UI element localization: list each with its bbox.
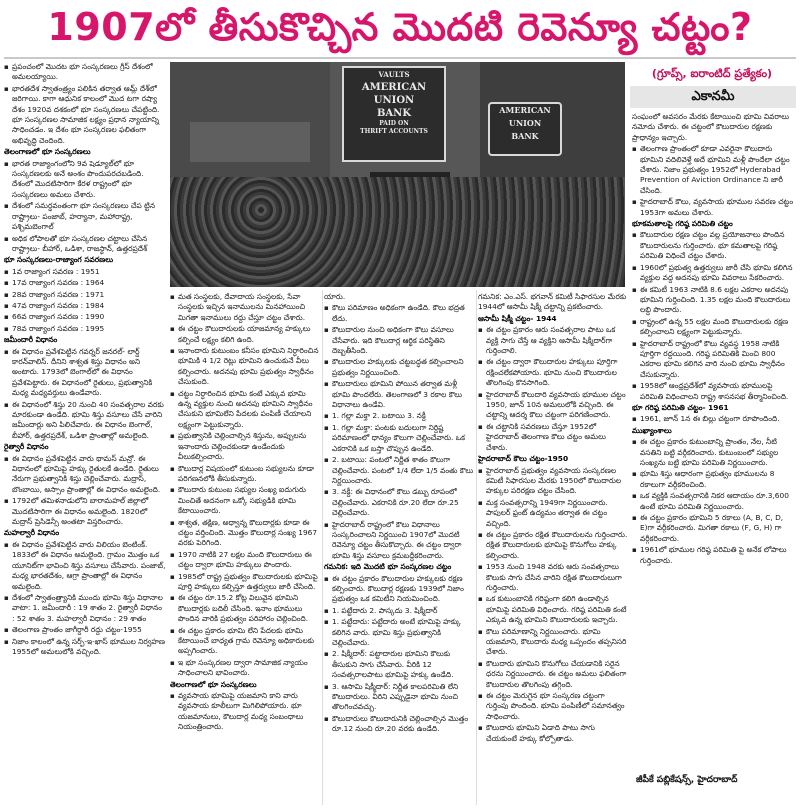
paragraph: ▪ ఈ చట్టానికి సవరణలు చేస్తూ 1952లో హైదరాబాద్ తెలంగాణ కౌలు చట్టం అమలు చేశారు. xyxy=(478,422,628,453)
paragraph: ▪ 1958లో ఆంధ్రప్రదేశ్‌లో వ్యవసాయ భూములపై పరిమితి విధించాలని రాష్ట్ర శాసనసభ తీర్మానించింది. xyxy=(632,381,796,402)
paragraph: ▪ ఈ విధానంలో శిస్తు 20 నుంచి 40 సంవత్సరాల వరకు మారకుండా ఉండేది. భూమి శిస్తు వసూలు చేసే వారిని జమీందార్లు అని పిలిచేవారు. ఈ విధానం బెంగాల్, బీహార్, ఉత్తరప్రదేశ్, ఒడిశా ప్రాంతాల్లో అమలైంది. xyxy=(4,400,166,442)
section-heading: తెలంగాణలో భూ సంస్కరణలు xyxy=(4,147,91,157)
paragraph: ▪ కౌలు పరిమాణం అధికంగా ఉండేది. కౌలు భద్రత లేదు. xyxy=(324,303,474,324)
paragraph: ▪ హైదరాబాద్ రాష్ట్రంలో కౌలు వ్యవస్థ 1958 నాటికి పూర్తిగా రద్దయింది. గరిష్ఠ పరిమితికి మించి 800 ఎకరాల భూమి కలిగిన వారి నుంచి భూమి స్వాధీనం చేసుకున్నారు. xyxy=(632,339,796,381)
paragraph: ▪ ప్రభుత్వానికి చెల్లించాల్సిన శిస్తును, అప్పులను ఇనాందారు చెల్లించకుండా ఉండేందుకు వీలుకల్పించారు. xyxy=(170,431,320,462)
paragraph: ▪ చట్టం నిర్ధారించిన భూమి కంటే ఎక్కువ భూమి ఉన్న వ్యక్తుల నుంచి అదనపు భూమిని స్వాధీనం చేసుకుని భూమిలేని పేదలకు పంపిణీ చేయాలని లక్ష్యంగా పెట్టుకున్నారు. xyxy=(170,389,320,431)
paragraph: ▪ భారత రాజ్యాంగంలోని 9వ షెడ్యూల్‌లో భూ సంస్కరణలకు అనే అంశం పొందుపరచబడింది. దేశంలో మొదటిసారిగా కేరళ రాష్ట్రంలో భూ సంస్కరణలు అమలు చేశారు. xyxy=(4,159,166,201)
paragraph: ▪ ఒక వ్యక్తికి సంవత్సరానికి నికర ఆదాయం రూ.3,600 ఉంటే భూమి పరిమితి నిర్ణయించారు. xyxy=(632,491,796,512)
paragraph: ▪ మత సంస్థలకు, దేవాదాయ సంస్థలకు, సేవా సంస్థలకు ఇచ్చిన ఇనాములను మినహాయించి మిగతా ఇనాములు రద్దు చేస్తూ చట్టం చేశారు. xyxy=(170,292,320,323)
section-heading: భూ గరిష్ఠ పరిమితి చట్టం- 1961 xyxy=(632,402,729,412)
paragraph: ▪ ఒక కుటుంబానికి గరిష్ఠంగా కలిగి ఉండాల్సిన భూమిపై పరిమితి విధించారు. గరిష్ఠ పరిమితి కంటే ఎక్కువ ఉన్న భూమిని కౌలుదారులకు ఇచ్చారు. xyxy=(478,594,628,625)
section-heading: హైదరాబాద్ కౌలు చట్టం-1950 xyxy=(478,454,569,464)
paragraph: ▪ ఈ విధానం ప్రవేశపెట్టిన గవర్నర్ జనరల్- లార్డ్ కారన్‌వాలిస్. దీనిని శాశ్వత శిస్తు విధానం అని అంటారు. 1793లో బెంగాల్‌లో ఈ విధానం ప్రవేశపెట్టారు. ఈ విధానంలో రైతులు, ప్రభుత్వానికి మధ్య మధ్యవర్తులు ఉండేవారు. xyxy=(4,347,166,399)
paragraph: ▪ 1961లో భూముల గరిష్ఠ పరిమితి పై అనేక లోపాలు గుర్తించారు. xyxy=(632,545,796,566)
publisher-credit: జీపీకే పబ్లికేషన్స్, హైదరాబాద్ xyxy=(636,775,738,785)
section-heading: రైత్వారీ విధానం xyxy=(4,442,49,452)
paragraph: ▪ హైదరాబాద్ ప్రభుత్వం వ్యవసాయ సంస్కరణల కమిటీ సిఫారసుల మేరకు 1950లో కౌలుదారుల హక్కుల పరిరక్షణ చట్టం చేసింది. xyxy=(478,466,628,497)
section-heading: భూకమతాలపై గరిష్ఠ పరిమితి చట్టం xyxy=(632,219,733,229)
paragraph: ▪ దేశంలో సమర్థవంతంగా భూ సంస్కరణలు చేప ట్టిన రాష్ట్రాలు- పంజాబ్, హర్యానా, మహారాష్ట్ర, పశ్చిమబెంగాల్ xyxy=(4,201,166,232)
bank-crowd-photo xyxy=(170,62,625,287)
paragraph: ▪ కౌలుదారు భూమిని కొనుగోలు చేయడానికి సరైన ధరను నిర్ణయించారు. ఈ చట్టం అమలు ఫలితంగా కౌలుదారుల తొలగింపు తగ్గింది. xyxy=(478,659,628,690)
column-divider xyxy=(322,290,323,805)
section-label: ఎకానమీ xyxy=(630,86,796,108)
section-heading: జమీందారీ విధానం xyxy=(4,335,58,345)
paragraph: ▪ నిజాం కాలంలో ఉన్న సర్ఫ్-ఇ-ఖాస్ భూముల నిర్వహణ 1955లో అమలులోకి వచ్చింది. xyxy=(4,637,166,658)
exam-tag: (గ్రూప్స్, ఐరాంటిద్ ప్రత్యేకం) xyxy=(651,67,773,80)
paragraph: ▪ కౌలుదారుల రక్షణ చట్టం వల్ల ప్రయోజనాలు పొందిన కౌలుదారులను గుర్తించారు. భూ కమతాలపై గరిష్ఠ పరిమితి విధించే చట్టం చేశారు. xyxy=(632,230,796,261)
headline: 1907లో తీసుకొచ్చిన మొదటి రెవెన్యూ చట్టం? xyxy=(47,5,753,49)
bank-sign-left: VAULTS AMERICAN UNION BANK PAID ON THRIFT ACCOUNTS xyxy=(342,66,446,162)
paragraph: ▪ 1985లో రాష్ట్ర ప్రభుత్వం కౌలుదారులకు భూమిపై పూర్తి హక్కులు కల్పిస్తూ ఉత్తర్వులు జారీ చేసింది. xyxy=(170,572,320,593)
paragraph: ▪ 1. గల్లా మక్తా 2. బటాయి 3. నక్దీ xyxy=(324,411,474,421)
section-heading: భూ సంస్కరణలు-రాజ్యాంగ సవరణలు xyxy=(4,255,114,265)
paragraph: ▪ 1వ రాజ్యాంగ సవరణ : 1951 xyxy=(4,267,166,277)
paragraph: ▪ ఈ విధానం ప్రవేశపెట్టిన వారు థామస్ మన్రో. ఈ విధానంలో భూమిపై హక్కు రైతులకే ఉండేది. రైతులు నేరుగా ప్రభుత్వానికి శిస్తు చెల్లించేవారు. మద్రాస్, బొంబాయి, అస్సాం ప్రాంతాల్లో ఈ విధానం అమలైంది. xyxy=(4,454,166,496)
section-heading: ముఖ్యాంశాలు xyxy=(632,425,672,435)
headline-rule xyxy=(4,57,796,59)
text-column-3 xyxy=(324,292,474,807)
paragraph: ▪ ఈ చట్టం ప్రకారం ఆరు సంవత్సరాల పాటు ఒక వ్యక్తి సాగు చేస్తే ఆ వ్యక్తిని ఆసామీ షిక్మీదార్‌గా గుర్తించాలి. xyxy=(478,325,628,356)
paragraph: ▪ వ్యవసాయ భూమిపై యజమాని కాని వారు వ్యవసాయ కూలీలుగా మిగిలిపోయారు. భూ యజమానులు, కౌలుదార్ల మధ్య సంబంధాలు నియంత్రించారు. xyxy=(170,691,320,733)
paragraph: ▪ ఈ చట్టం ప్రకారం భూమి లేని పేదలకు భూమి కేటాయించే బాధ్యత గ్రామ రెవెన్యూ అధికారులకు అప్పగించారు. xyxy=(170,626,320,657)
paragraph: ▪ దేశంలో స్వాతంత్ర్యానికి ముందు భూమి శిస్తు విధానాల వాటా: 1. జమీందారీ : 19 శాతం 2. రైత్వారీ విధానం : 52 శాతం 3. మహల్వారీ విధానం : 29 శాతం xyxy=(4,593,166,624)
paragraph: ▪ 2. బటాయి: పంటలో నిర్ణీత శాతం కౌలుగా చెల్లించేవారు. పంటలో 1/4 లేదా 1/5 వంతు కౌలు నిర్ణయించారు. xyxy=(324,455,474,486)
paragraph: ▪ 47వ రాజ్యాంగ సవరణ : 1984 xyxy=(4,301,166,311)
paragraph: ▪ కౌలుదారుల నుంచి అధికంగా కౌలు వసూలు చేసేవారు. ఇది కౌలుదార్ల ఆర్థిక పరిస్థితిని దెబ్బతీసింది. xyxy=(324,325,474,356)
paragraph: ▪ 1960లో ప్రభుత్వ ఉత్తర్వులు జారీ చేసి భూమి కలిగిన వ్యక్తుల వద్ద అదనపు భూమి వివరాలు సేకరించారు. xyxy=(632,263,796,284)
paragraph: ▪ ఈ కమిటీ 1963 నాటికి 8.6 లక్షల ఎకరాల అదనపు భూమిని గుర్తించింది. 1.35 లక్షల మంది కౌలుదారులు లబ్ధి పొందారు. xyxy=(632,285,796,316)
paragraph: ▪ ఈ చట్టం ప్రకారం కౌలుదారుల హక్కులకు రక్షణ కల్పించారు. కౌలుదార్ల రక్షణకు 1939లో నిజాం ప్రభుత్వం ఒక కమిటీని నియమించింది. xyxy=(324,574,474,605)
paragraph: ▪ 1. గల్లా మక్తా: పంటకు బదులుగా నిర్దిష్ట పరిమాణంలో ధాన్యం కౌలుగా చెల్లించేవారు. ఒక ఎకరానికి ఒక బస్తా చొప్పున ఉండేది. xyxy=(324,423,474,454)
text-column-1 xyxy=(4,62,166,807)
paragraph: ▪ 1953 నుంచి 1948 వరకు ఆరు సంవత్సరాలు కౌలుకు సాగు చేసిన వారిని రక్షిత కౌలుదారులుగా గుర్తించారు. xyxy=(478,562,628,593)
paragraph: ▪ ప్రపంచంలో మొదట భూ సంస్కరణలు గ్రీస్ దేశంలో అమలయ్యాయి. xyxy=(4,62,166,83)
paragraph: ▪ తెలంగాణ ప్రాంతంలో కూడా ఎవరైనా కౌలుదారు భూమిని వదిలివెళ్తే అదే భూమిని మళ్లీ పొందేలా చట్టం చేశారు. నిజాం ప్రభుత్వం 1952లో Hyderabad Prevention of Aviction Ordinance ని జారీ చేసింది. xyxy=(632,144,796,196)
column-divider xyxy=(476,290,477,805)
paragraph: ▪ ఈ చట్టం ప్రకారం కుటుంబాన్ని ప్రాంతం, నేల, నీటి వసతిని బట్టి వర్గీకరించారు. కుటుంబంలో సభ్యుల సంఖ్యను బట్టి భూమి పరిమితి నిర్ణయించారు. xyxy=(632,437,796,468)
section-heading: ఆసామీ షిక్మీ చట్టం- 1944 xyxy=(478,313,557,323)
paragraph: ▪ కౌలుదారుల హక్కులకు చట్టబద్ధత కల్పించాలని ప్రభుత్వం నిర్ణయించింది. xyxy=(324,357,474,378)
paragraph: ▪ 28వ రాజ్యాంగ సవరణ : 1971 xyxy=(4,290,166,300)
text-column-2 xyxy=(170,292,320,807)
paragraph: ▪ 1961, జూన్ 1న ఈ బిల్లు చట్టంగా రూపొందింది. xyxy=(632,414,796,424)
paragraph: ▪ ఈ చట్టం ప్రకారం రక్షిత కౌలుదారులను గుర్తించారు. రక్షిత కౌలుదారులకు భూమిపై కొనుగోలు హక్కు కల్పించారు. xyxy=(478,530,628,561)
paragraph: ▪ కౌలుదార్ల విషయంలో కుటుంబ సభ్యులను కూడా పరిగణనలోకి తీసుకున్నారు. xyxy=(170,464,320,485)
paragraph: ▪ తెలంగాణ ప్రాంతం జాగీర్దారీ రద్దు చట్టం-1955 xyxy=(4,625,166,635)
paragraph: ▪ మక్త సంవత్సరాన్ని 1949గా నిర్ణయించారు. పాపులర్ ఫ్రంట్ ఉద్యమం తర్వాత ఈ చట్టం వచ్చింది. xyxy=(478,498,628,529)
paragraph: ▪ 3. నక్దీ: ఈ విధానంలో కౌలు డబ్బు రూపంలో చెల్లించేవారు. ఎకరానికి రూ.20 లేదా రూ.25 చెల్లించేవారు. xyxy=(324,487,474,518)
paragraph: ▪ 3. ఆసామి షిక్మీదార్: నిర్ణీత కాలపరిమితి లేని కౌలుదారులు. వీరిని ఎప్పుడైనా భూమి నుంచి తొలగించవచ్చు. xyxy=(324,682,474,713)
bank-sign-right: AMERICAN UNION BANK xyxy=(488,102,562,156)
section-heading: తెలంగాణలో భూ సంస్కరణలు xyxy=(170,679,257,689)
paragraph: గమనిక: ఎం.ఎస్. భగవాన్ కమిటీ సిఫారసుల మేరకు 1944లో ఆసామీ షిక్మీ చట్టాన్ని ప్రకటించారు. xyxy=(478,292,627,312)
text-column-5 xyxy=(632,112,796,772)
paragraph: ▪ కౌలుదారు భూమిని ఏడాది పాటు సాగు చేయకుంటే హక్కు కోల్పోతాడు. xyxy=(478,723,628,744)
paragraph: యారు. xyxy=(324,292,346,301)
section-heading: మహల్వారీ విధానం xyxy=(4,528,60,538)
paragraph: ▪ 1792లో తమిళనాడులోని బారామహల్ జిల్లాలో మొదటిసారిగా ఈ విధానం అమలైంది. 1820లో మద్రాస్ ప్రెసిడెన్సీ అంతటా విస్తరించారు. xyxy=(4,496,166,527)
crowd xyxy=(170,177,625,287)
paragraph: ▪ ఈ చట్టం కౌలుదారులకు యాజమాన్య హక్కులు కల్పించే లక్ష్యం కలిగి ఉంది. xyxy=(170,324,320,345)
paragraph: ▪ భూమి శిస్తు ఆధారంగా ప్రభుత్వం భూములను 8 రకాలుగా వర్గీకరించింది. xyxy=(632,469,796,490)
paragraph: ▪ కౌలు పరిమాణాన్ని నిర్ణయించారు. భూమి యజమాని, కౌలుదారు మధ్య ఒప్పందం తప్పనిసరి చేశారు. xyxy=(478,627,628,658)
paragraph: ▪ శాశ్వత, తక్షిణ, అధ్వాన్న కౌలుదార్లకు కూడా ఈ చట్టం వర్తించింది. మొత్తం కౌలుదార్ల సంఖ్య 1967 వరకు పెరిగింది. xyxy=(170,518,320,549)
paragraph: ▪ కౌలుదారు కుటుంబ సభ్యుల సంఖ్య ఐదుగురు మించితే అదనంగా ఒక్కో సభ్యుడికి భూమి కేటాయించారు. xyxy=(170,485,320,516)
paragraph: ▪ కౌలుదారులు కౌలుదారునికి చెల్లించాల్సిన మొత్తం రూ.12 నుంచి రూ.20 వరకు ఉండేది. xyxy=(324,714,474,735)
paragraph: ▪ హైదరాబాద్ కౌలుదారి వ్యవసాయ భూముల చట్టం 1950, జూన్ 10న అమలులోకి వచ్చింది. ఈ చట్టాన్ని ఆదర్శ కౌలు చట్టంగా పరిగణించారు. xyxy=(478,390,628,421)
paragraph: ▪ ఈ చట్టం మెరుగైన భూ సంస్కరణ చట్టంగా గుర్తింపు పొందింది. భూమి పంపిణీలో సమానత్వం సాధించారు. xyxy=(478,691,628,722)
paragraph: ▪ హైదరాబాద్ కౌలు, వ్యవసాయ భూముల సవరణ చట్టం 1953గా అమలు చేశారు. xyxy=(632,197,796,218)
paragraph: ▪ అధిక లోపాలతో భూ సంస్కరణల చట్టాలు చేసిన రాష్ట్రాలు- బీహార్, ఒడిశా, రాజస్థాన్, ఉత్తరప్రదేశ్ xyxy=(4,234,166,255)
paragraph: ▪ ఇ భూ సంస్కరణల ద్వారా సామాజిక న్యాయం సాధించాలని భావించారు. xyxy=(170,658,320,679)
paragraph: సంఘంలో అవసరం మేరకు కేటాయించి భూమి వివరాలు నమోదు చేశారు. ఈ చట్టంలో కౌలుదారుల రక్షణకు ప్రాధాన్యం ఇచ్చారు. xyxy=(632,112,790,142)
paragraph: ▪ హైదరాబాద్ రాష్ట్రంలో కౌలు విధానాలు సంస్కరించాలని నిర్ణయించి 1907లో మొదటి రెవెన్యూ చట్టం తీసుకొచ్చారు. ఈ చట్టం ద్వారా భూమి శిస్తు వసూలు క్రమబద్ధీకరించారు. xyxy=(324,520,474,562)
paragraph: ▪ 2. షిక్మీదార్: పట్టాదారుల భూమిని కౌలుకు తీసుకుని సాగు చేసేవారు. వీరికి 12 సంవత్సరాలపాటు భూమిపై హక్కు ఉండేది. xyxy=(324,649,474,680)
paragraph: ▪ ఈ విధానం ప్రవేశపెట్టిన వారు విలియం బెంటింక్. 1833లో ఈ విధానం అమలైంది. గ్రామం మొత్తం ఒక యూనిట్‌గా భావించి శిస్తు వసూలు చేసేవారు. పంజాబ్, మధ్య భారతదేశం, ఆగ్రా ప్రాంతాల్లో ఈ విధానం అమలైంది. xyxy=(4,540,166,592)
paragraph: ▪ 17వ రాజ్యాంగ సవరణ : 1964 xyxy=(4,278,166,288)
paragraph: ▪ 1. పట్టేదారు: పట్టేదారు అంటే భూమిపై హక్కు కలిగిన వారు. భూమి శిస్తు ప్రభుత్వానికి చెల్లించేవారు. xyxy=(324,617,474,648)
text-column-4 xyxy=(478,292,628,807)
paragraph: ▪ ఈ చట్టం ప్రకారం భూమిని 5 రకాలు (A, B, C, D, E)గా వర్గీకరించారు. మిగతా రకాలు (F, G, H) గా వర్గీకరించారు. xyxy=(632,513,796,544)
paragraph: ▪ 66వ రాజ్యాంగ సవరణ : 1990 xyxy=(4,312,166,322)
paragraph: ▪ రాష్ట్రంలో ఉన్న 55 లక్షల మంది కౌలుదారులకు రక్షణ కల్పించాలని లక్ష్యంగా పెట్టుకున్నారు. xyxy=(632,317,796,338)
paragraph: ▪ భారతదేశ స్వాతంత్ర్యం పలికిన తర్వాత ఆమ్ల్ దేశ్‌లో జరిగాయి. కాగా ఆధునిక కాలంలో మొద టగా రష్యా దేశం 1920వ దశకంలో భూ సంస్కరణలు చేపట్టింది. భూ సంస్కరణల సామాజిక లక్ష్యం ప్రధాన న్యాయాన్ని సాధించడం. ఇ దేశం భూ సంస్కరణల ఫలితంగా అభివృద్ధి చెందింది. xyxy=(4,84,166,146)
paragraph: ▪ ఈ చట్టం రూ.15.2 కోట్ల విలువైన భూమిని కౌలుదార్లకు బదిలీ చేసింది. ఇనాం భూములు పొందిన వారికి ప్రభుత్వం పరిహారం చెల్లించింది. xyxy=(170,593,320,624)
paragraph: ▪ 78వ రాజ్యాంగ సవరణ : 1995 xyxy=(4,324,166,334)
paragraph: ▪ కౌలుదారులు భూమిని పోయిన తర్వాత మళ్లీ భూమి పొందలేరు. తెలంగాణలో 3 రకాల కౌలు విధానాలు ఉండేవి. xyxy=(324,379,474,410)
section-heading: గమనిక: ఇది మొదటి భూ సంస్కరణల చట్టం xyxy=(324,562,452,572)
paragraph: ▪ 1970 నాటికి 27 లక్షల మంది కౌలుదారులు ఈ చట్టం ద్వారా భూమి హక్కులు పొందారు. xyxy=(170,550,320,571)
paragraph: ▪ 1. పట్టేదారు 2. పాస్కదు 3. షిక్మీదార్ xyxy=(324,606,474,616)
paragraph: ▪ ఇనాందారు కుటుంబం కనీసం భూమిని నిర్ధారించిన భూమికి 4 1/2 రెట్లు భూమిని ఉంచుకునే వీలు కల్పించారు. అదనపు భూమి ప్రభుత్వం స్వాధీనం చేసుకుంది. xyxy=(170,346,320,388)
paragraph: ▪ ఈ చట్టం ద్వారా కౌలుదారుల హక్కులు పూర్తిగా రక్షించలేకపోయారు. భూమి నుంచి కౌలుదారుల తొలగింపు కొనసాగింది. xyxy=(478,357,628,388)
